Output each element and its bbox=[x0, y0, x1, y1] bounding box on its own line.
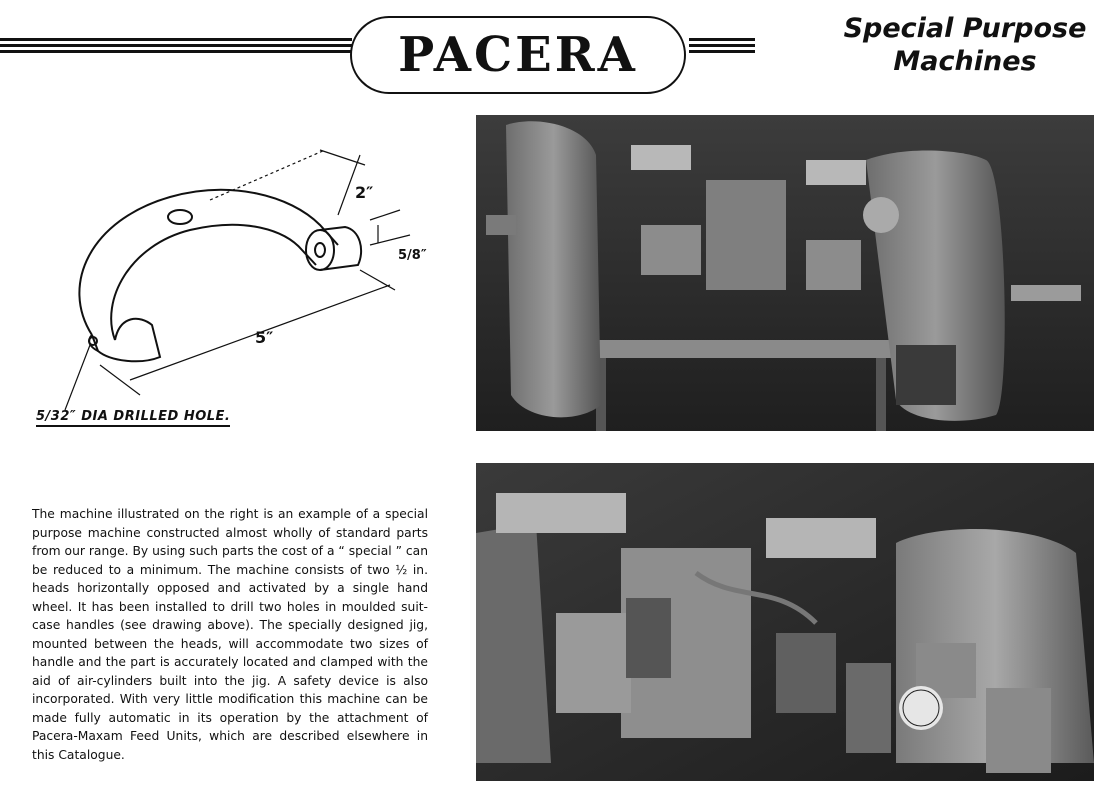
handle-illustration bbox=[20, 125, 450, 440]
drilled-hole-label: 5/32″ DIA DRILLED HOLE. bbox=[36, 409, 230, 427]
header-rule-left bbox=[0, 38, 352, 58]
machine-photo-top-image bbox=[476, 115, 1094, 431]
heading-line-1: Special Purpose bbox=[843, 13, 1087, 44]
machine-photo-bottom-image bbox=[476, 463, 1094, 781]
page-heading bbox=[830, 12, 1100, 78]
pacera-logo bbox=[350, 16, 686, 94]
logo-text: PACERA bbox=[398, 27, 638, 83]
dimension-height: 5/8″ bbox=[398, 248, 427, 263]
machine-photo-top bbox=[476, 115, 1094, 431]
dimension-width: 2″ bbox=[355, 183, 374, 202]
header-rule-right bbox=[689, 38, 755, 58]
description-paragraph: The machine illustrated on the right is an example of a special purpose machine constructed almost wholly of standard parts from our range. By using such parts the cost of a “ special ” can be reduced to a minimum. The machine consists of two ½ in. heads horizontally opposed and activated by a single hand wheel. It has been installed to drill two holes in moulded suit-case handles (see drawing above). The specially designed jig, mounted between the heads, will accommodate two sizes of handle and the part is accurately located and clamped with the aid of air-cylinders built into the jig. A safety device is also incorporated. With very little modification this machine can be made fully automatic in its operation by the attachment of Pacera-Maxam Feed Units, which are described elsewhere in this Catalogue. bbox=[32, 507, 428, 762]
dimension-length: 5″ bbox=[255, 328, 274, 347]
machine-photo-bottom bbox=[476, 463, 1094, 781]
handle-drawing bbox=[20, 125, 450, 440]
heading-line-2: Machines bbox=[893, 46, 1037, 77]
